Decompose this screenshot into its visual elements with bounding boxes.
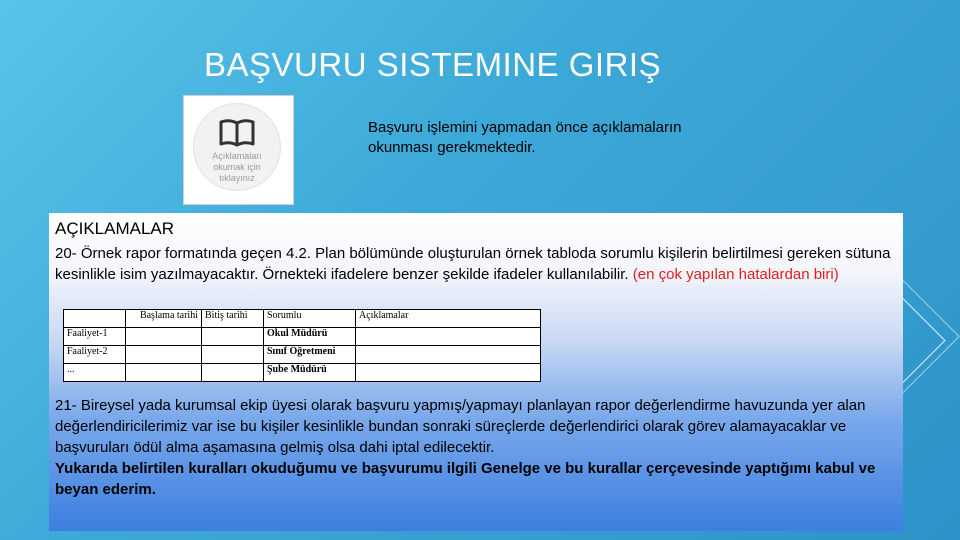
panel-heading: AÇIKLAMALAR xyxy=(55,219,175,238)
instructions-panel xyxy=(49,213,903,531)
sample-plan-table xyxy=(63,309,541,382)
table-cell xyxy=(126,328,202,346)
icon-caption-line: Açıklamaları xyxy=(212,151,262,161)
table-row xyxy=(64,364,541,382)
table-cell: Faaliyet-1 xyxy=(64,328,126,346)
table-cell xyxy=(126,364,202,382)
table-cell: Sınıf Öğretmeni xyxy=(264,346,356,364)
table-cell: Faaliyet-2 xyxy=(64,346,126,364)
table-cell: Şube Müdürü xyxy=(264,364,356,382)
intro-text xyxy=(368,118,788,158)
read-instructions-button[interactable] xyxy=(183,95,294,205)
icon-caption-line: tıklayınız xyxy=(219,173,255,183)
rule-21-text: 21- Bireysel yada kurumsal ekip üyesi olarak başvuru yapmış/yapmayı planlayan rapor değerlendirme havuzunda yer alan değerlendiricilerimiz var ise bu kişiler kesinlikle bundan sonraki süreçlerde değerlendirici olarak görev alamayacaklar ve başvuruları ödül alma aşamasına gelmiş olsa dahi iptal edilecektir. xyxy=(55,397,866,456)
table-cell xyxy=(202,364,264,382)
table-cell xyxy=(356,346,541,364)
table-header-cell: Sorumlu xyxy=(264,310,356,328)
table-cell xyxy=(202,346,264,364)
icon-caption xyxy=(198,151,276,184)
table-header-cell: Başlama tarihi xyxy=(126,310,202,328)
table-header-cell: Bitiş tarihi xyxy=(202,310,264,328)
rule-21 xyxy=(55,395,895,500)
table-cell xyxy=(126,346,202,364)
table-row xyxy=(64,328,541,346)
table-row xyxy=(64,346,541,364)
table-header-cell: Açıklamalar xyxy=(356,310,541,328)
table-cell: Okul Müdürü xyxy=(264,328,356,346)
table-cell xyxy=(202,328,264,346)
intro-line: Başvuru işlemini yapmadan önce açıklamaların xyxy=(368,119,682,136)
table-cell: ... xyxy=(64,364,126,382)
declaration-text: Yukarıda belirtilen kuralları okuduğumu ve başvurumu ilgili Genelge ve bu kurallar çerçevesinde yaptığımı kabul ve beyan ederim. xyxy=(55,460,876,498)
table-header-row xyxy=(64,310,541,328)
page-title: BAŞVURU SISTEMINE GIRIŞ xyxy=(204,46,662,83)
rule-20-text: 20- Örnek rapor formatında geçen 4.2. Plan bölümünde oluşturulan örnek tabloda sorumlu kişilerin belirtilmesi gereken sütuna kesinlikle isim yazılmayacaktır. Örnekteki ifadelere benzer şekilde ifadeler kullanılabilir. xyxy=(55,245,891,283)
rule-20 xyxy=(55,243,895,285)
intro-line: okunması gerekmektedir. xyxy=(368,139,536,156)
table-cell xyxy=(356,364,541,382)
open-book-icon xyxy=(218,118,256,148)
icon-caption-line: okumak için xyxy=(213,162,261,172)
table-cell xyxy=(356,328,541,346)
rule-20-highlight: (en çok yapılan hatalardan biri) xyxy=(632,266,839,283)
table-header-cell xyxy=(64,310,126,328)
